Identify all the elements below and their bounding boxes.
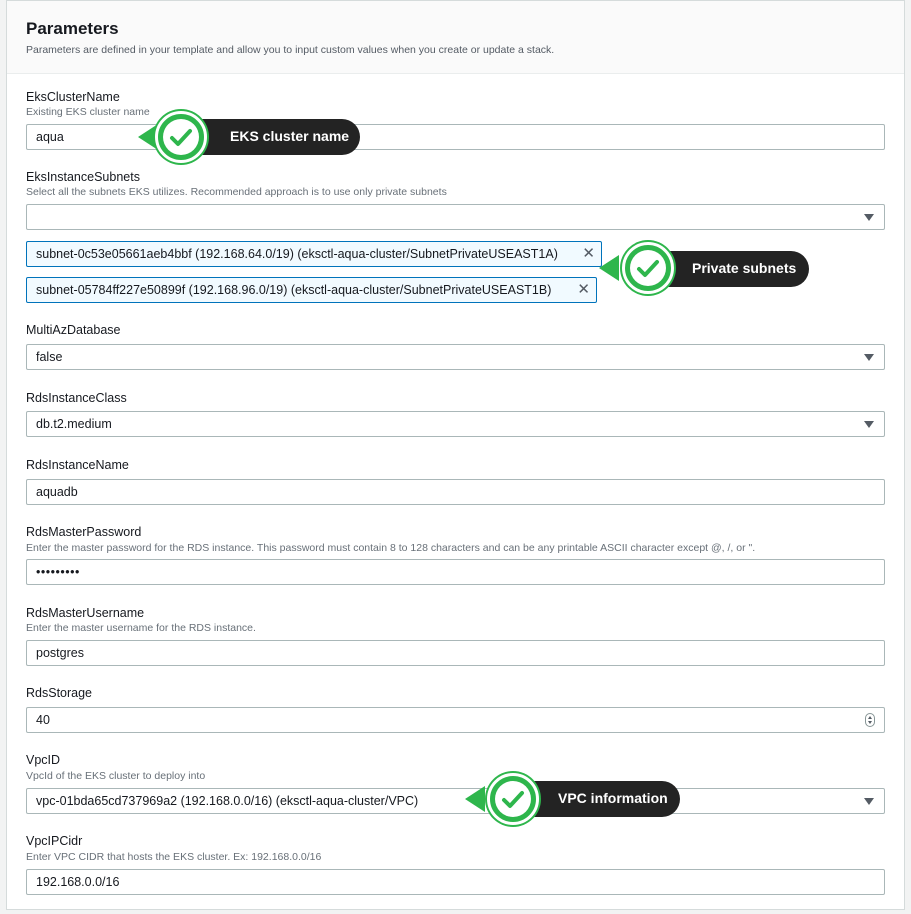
- eks-cluster-name-value: aqua: [36, 130, 64, 144]
- callout-vpc-text: VPC information: [558, 790, 668, 806]
- eks-instance-subnets-select[interactable]: [26, 204, 885, 230]
- rds-master-password-description: Enter the master password for the RDS instance. This password must contain 8 to 128 characters and can be any printable ASCII character except @, /, or ".: [26, 542, 756, 554]
- eks-cluster-name-label: EksClusterName: [26, 90, 120, 104]
- rds-instance-name-input[interactable]: [26, 479, 885, 505]
- check-badge: [487, 773, 539, 825]
- callout-eks-text: EKS cluster name: [230, 128, 350, 144]
- check-badge: [622, 242, 674, 294]
- callout-eks-cluster-name: [182, 119, 360, 155]
- close-icon[interactable]: ✕: [577, 281, 590, 298]
- rds-storage-value: 40: [36, 713, 50, 727]
- caret-down-icon: [864, 421, 874, 428]
- vpc-ip-cidr-input[interactable]: [26, 869, 885, 895]
- subnet-token: [26, 277, 597, 303]
- rds-instance-class-value: db.t2.medium: [36, 417, 112, 431]
- vpc-id-select[interactable]: [26, 788, 885, 814]
- rds-master-password-label: RdsMasterPassword: [26, 525, 142, 539]
- rds-master-username-value: postgres: [36, 646, 84, 660]
- eks-instance-subnets-description: Select all the subnets EKS utilizes. Recommended approach is to use only private subnets: [26, 186, 447, 198]
- eks-cluster-name-description: Existing EKS cluster name: [26, 106, 150, 118]
- rds-instance-name-label: RdsInstanceName: [26, 458, 129, 472]
- check-icon: [166, 123, 196, 153]
- rds-storage-input[interactable]: [26, 707, 885, 733]
- stepper-icon[interactable]: [865, 713, 875, 727]
- vpc-ip-cidr-label: VpcIPCidr: [26, 834, 83, 848]
- caret-down-icon: [864, 214, 874, 221]
- rds-storage-label: RdsStorage: [26, 686, 93, 700]
- panel-header: [7, 1, 904, 74]
- multi-az-database-label: MultiAzDatabase: [26, 323, 121, 337]
- eks-instance-subnets-label: EksInstanceSubnets: [26, 170, 140, 184]
- rds-master-username-input[interactable]: [26, 640, 885, 666]
- multi-az-database-value: false: [36, 350, 63, 364]
- rds-instance-class-select[interactable]: [26, 411, 885, 437]
- panel-title: Parameters: [26, 19, 119, 38]
- callout-subnets-text: Private subnets: [692, 260, 797, 276]
- caret-down-icon: [864, 354, 874, 361]
- vpc-id-description: VpcId of the EKS cluster to deploy into: [26, 770, 206, 782]
- check-badge: [155, 111, 207, 163]
- vpc-ip-cidr-description: Enter VPC CIDR that hosts the EKS cluster. Ex: 192.168.0.0/16: [26, 851, 322, 863]
- rds-master-password-value: •••••••••: [36, 565, 80, 579]
- close-icon[interactable]: ✕: [582, 245, 595, 262]
- subnet-token-label: subnet-05784ff227e50899f (192.168.96.0/19) (eksctl-aqua-cluster/SubnetPrivateUSEAST1B): [36, 283, 552, 297]
- rds-instance-class-label: RdsInstanceClass: [26, 391, 127, 405]
- vpc-id-value: vpc-01bda65cd737969a2 (192.168.0.0/16) (eksctl-aqua-cluster/VPC): [36, 794, 419, 808]
- subnet-token: [26, 241, 602, 267]
- vpc-id-label: VpcID: [26, 753, 61, 767]
- rds-master-username-label: RdsMasterUsername: [26, 606, 145, 620]
- vpc-ip-cidr-value: 192.168.0.0/16: [36, 875, 120, 889]
- callout-arrow: [599, 255, 619, 281]
- rds-instance-name-value: aquadb: [36, 485, 78, 499]
- rds-master-password-input[interactable]: [26, 559, 885, 585]
- callout-arrow: [465, 786, 485, 812]
- rds-master-username-description: Enter the master username for the RDS instance.: [26, 622, 256, 634]
- subnet-token-label: subnet-0c53e05661aeb4bbf (192.168.64.0/19) (eksctl-aqua-cluster/SubnetPrivateUSEAST1A): [36, 247, 558, 261]
- check-icon: [633, 254, 663, 284]
- caret-down-icon: [864, 798, 874, 805]
- panel-description: Parameters are defined in your template and allow you to input custom values when you create or update a stack.: [26, 44, 555, 56]
- check-icon: [498, 785, 528, 815]
- multi-az-database-select[interactable]: [26, 344, 885, 370]
